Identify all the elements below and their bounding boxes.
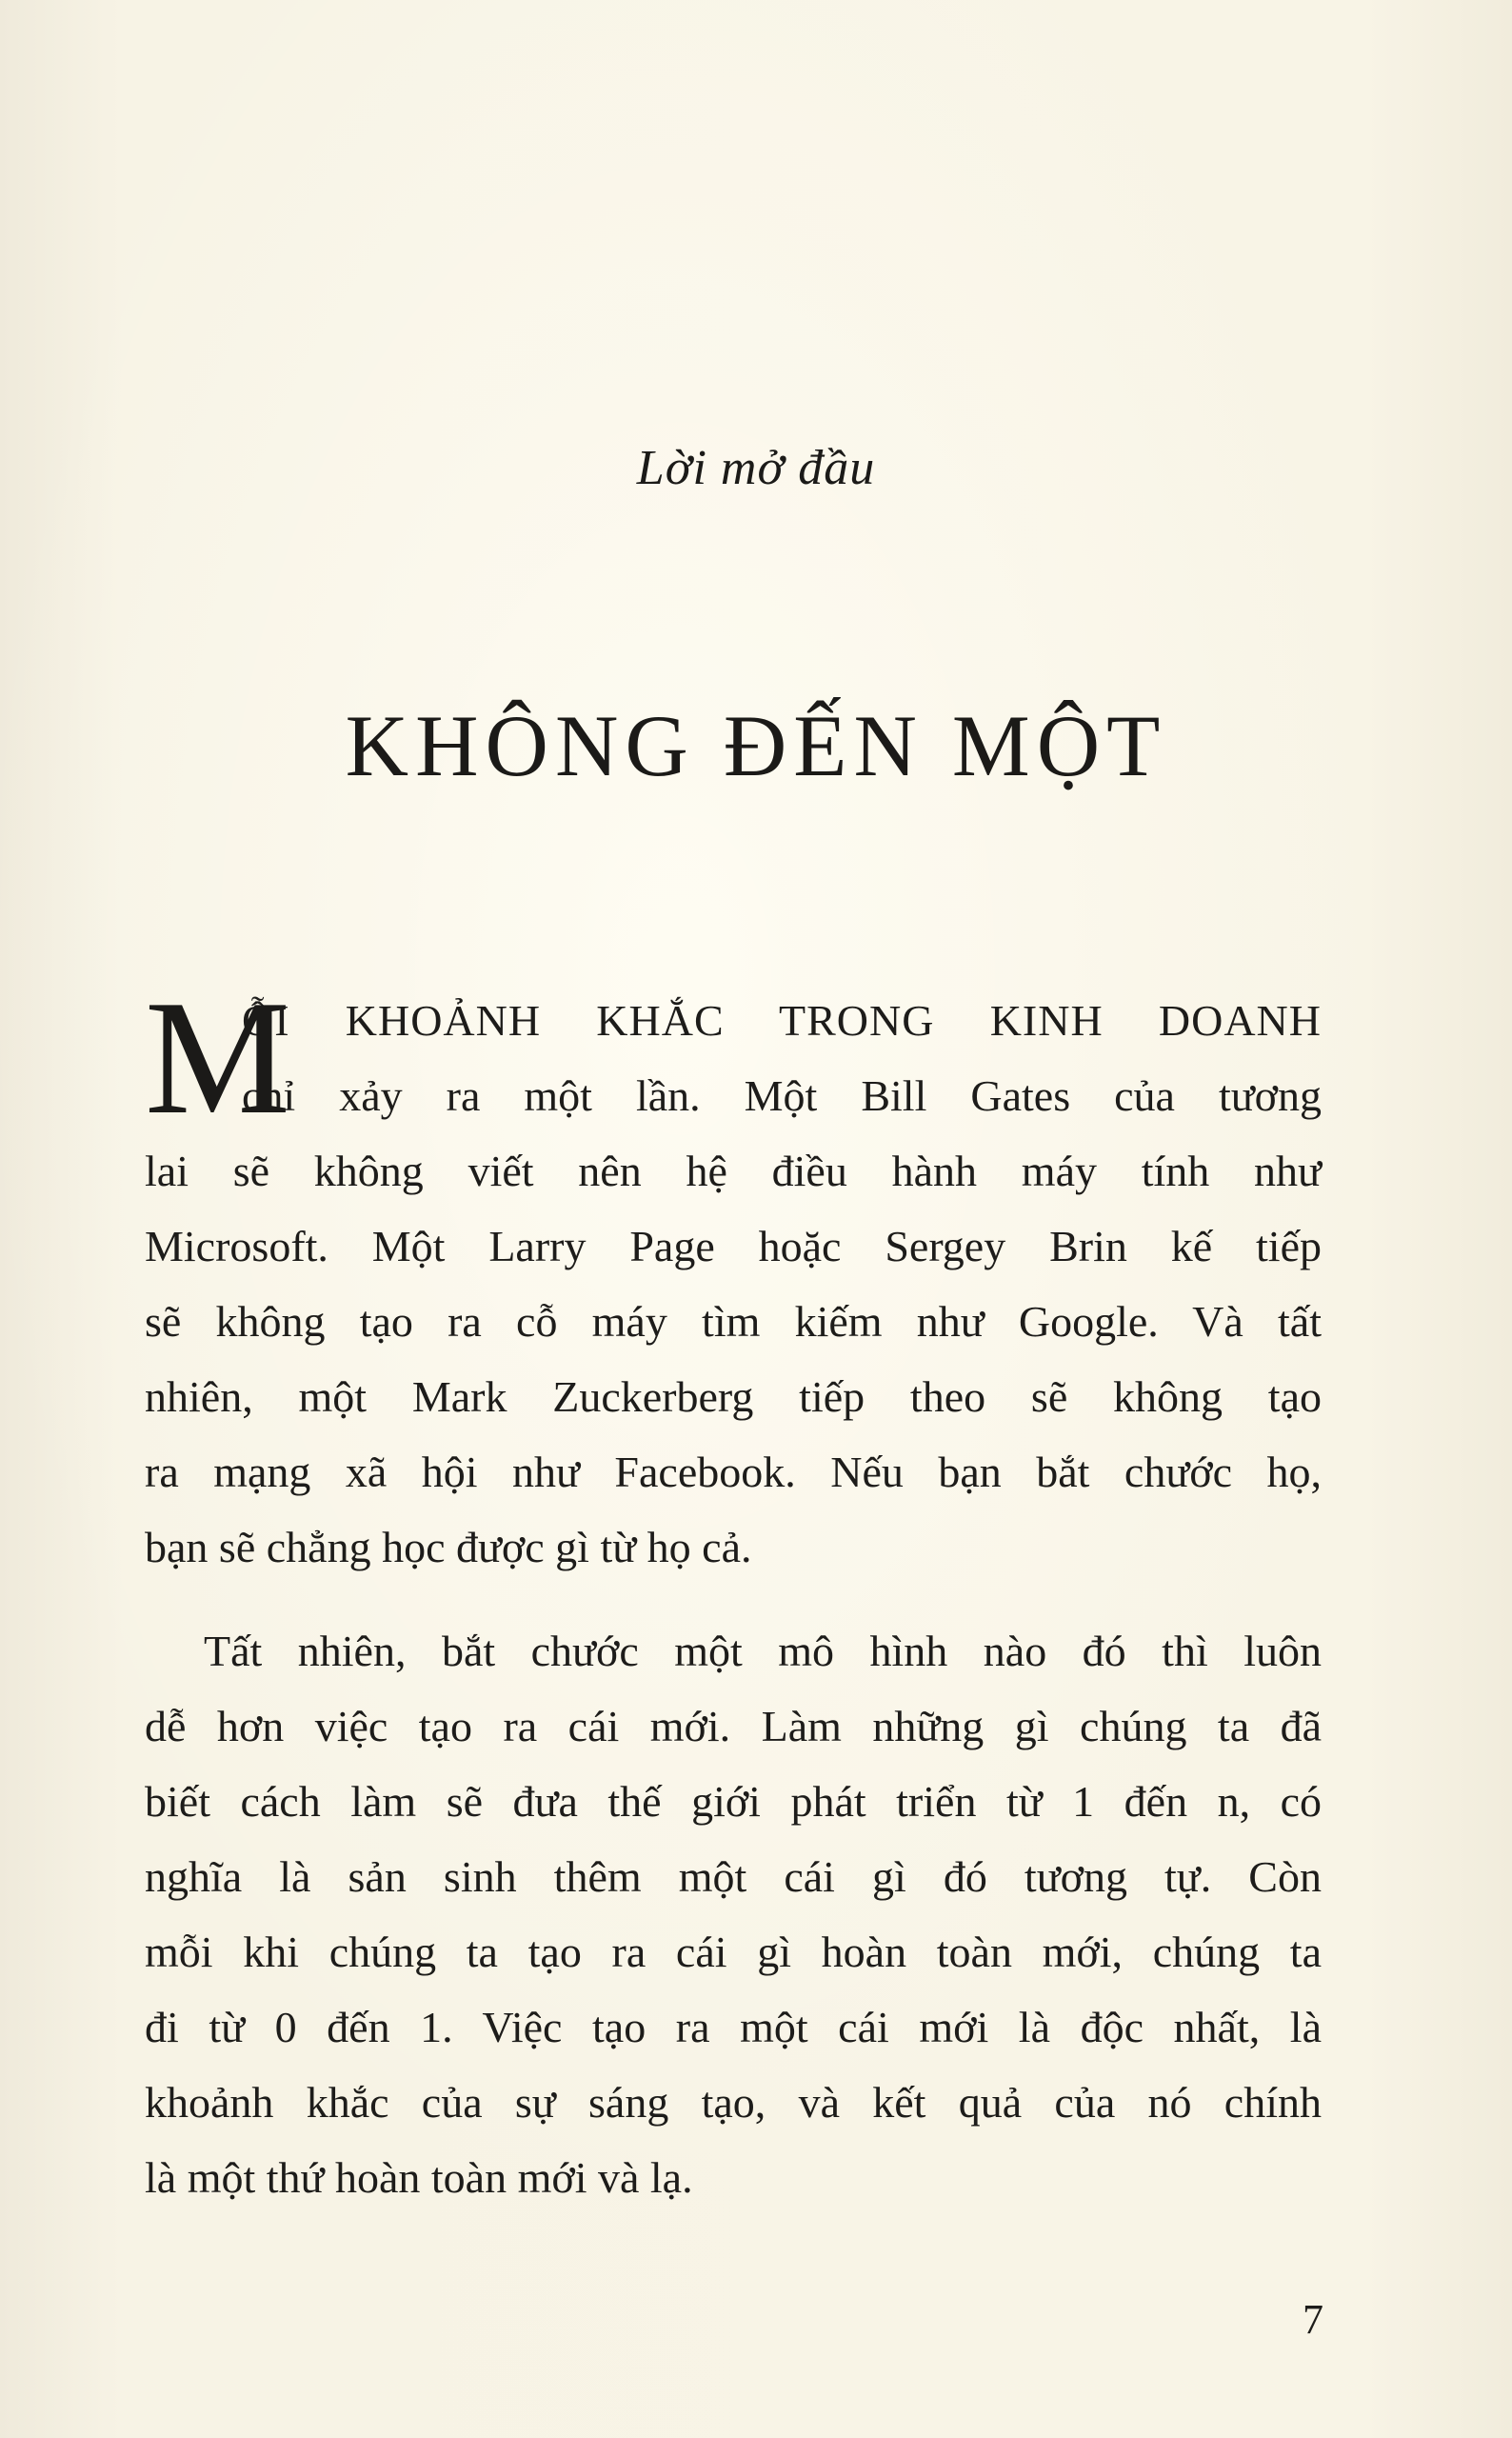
body-text	[145, 968, 1322, 2215]
chapter-title: KHÔNG ĐẾN MỘT	[345, 697, 1167, 794]
text-line: ỖI KHOẢNH KHẮC TRONG KINH DOANH	[242, 996, 1322, 1045]
text-line: ra mạng xã hội như Facebook. Nếu bạn bắt chước họ,	[145, 1448, 1322, 1496]
text-line: bạn sẽ chẳng học được gì từ họ cả.	[145, 1523, 752, 1571]
text-line: nghĩa là sản sinh thêm một cái gì đó tương tự. Còn	[145, 1852, 1322, 1901]
paragraph-2	[145, 1613, 1322, 2215]
page-number: 7	[1303, 2296, 1323, 2343]
text-line: nhiên, một Mark Zuckerberg tiếp theo sẽ không tạo	[145, 1372, 1322, 1421]
text-line: biết cách làm sẽ đưa thế giới phát triển từ 1 đến n, có	[145, 1777, 1322, 1826]
drop-cap: M	[145, 968, 290, 1149]
text-line: Microsoft. Một Larry Page hoặc Sergey Brin kế tiếp	[145, 1222, 1322, 1270]
text-line: mỗi khi chúng ta tạo ra cái gì hoàn toàn mới, chúng ta	[145, 1928, 1322, 1976]
text-line: Tất nhiên, bắt chước một mô hình nào đó thì luôn	[204, 1627, 1322, 1675]
paragraph-1	[145, 968, 1322, 1585]
text-line: khoảnh khắc của sự sáng tạo, và kết quả của nó chính	[145, 2078, 1322, 2127]
text-line: đi từ 0 đến 1. Việc tạo ra một cái mới là độc nhất, là	[145, 2003, 1322, 2051]
text-line: lai sẽ không viết nên hệ điều hành máy tính như	[145, 1147, 1322, 1195]
text-line: là một thứ hoàn toàn mới và lạ.	[145, 2153, 693, 2202]
text-line: sẽ không tạo ra cỗ máy tìm kiếm như Google. Và tất	[145, 1297, 1322, 1346]
text-line: dễ hơn việc tạo ra cái mới. Làm những gì chúng ta đã	[145, 1702, 1322, 1750]
section-subtitle: Lời mở đầu	[636, 441, 876, 495]
bleed-through-text	[133, 210, 1343, 952]
text-line: chỉ xảy ra một lần. Một Bill Gates của tương	[242, 1071, 1322, 1120]
